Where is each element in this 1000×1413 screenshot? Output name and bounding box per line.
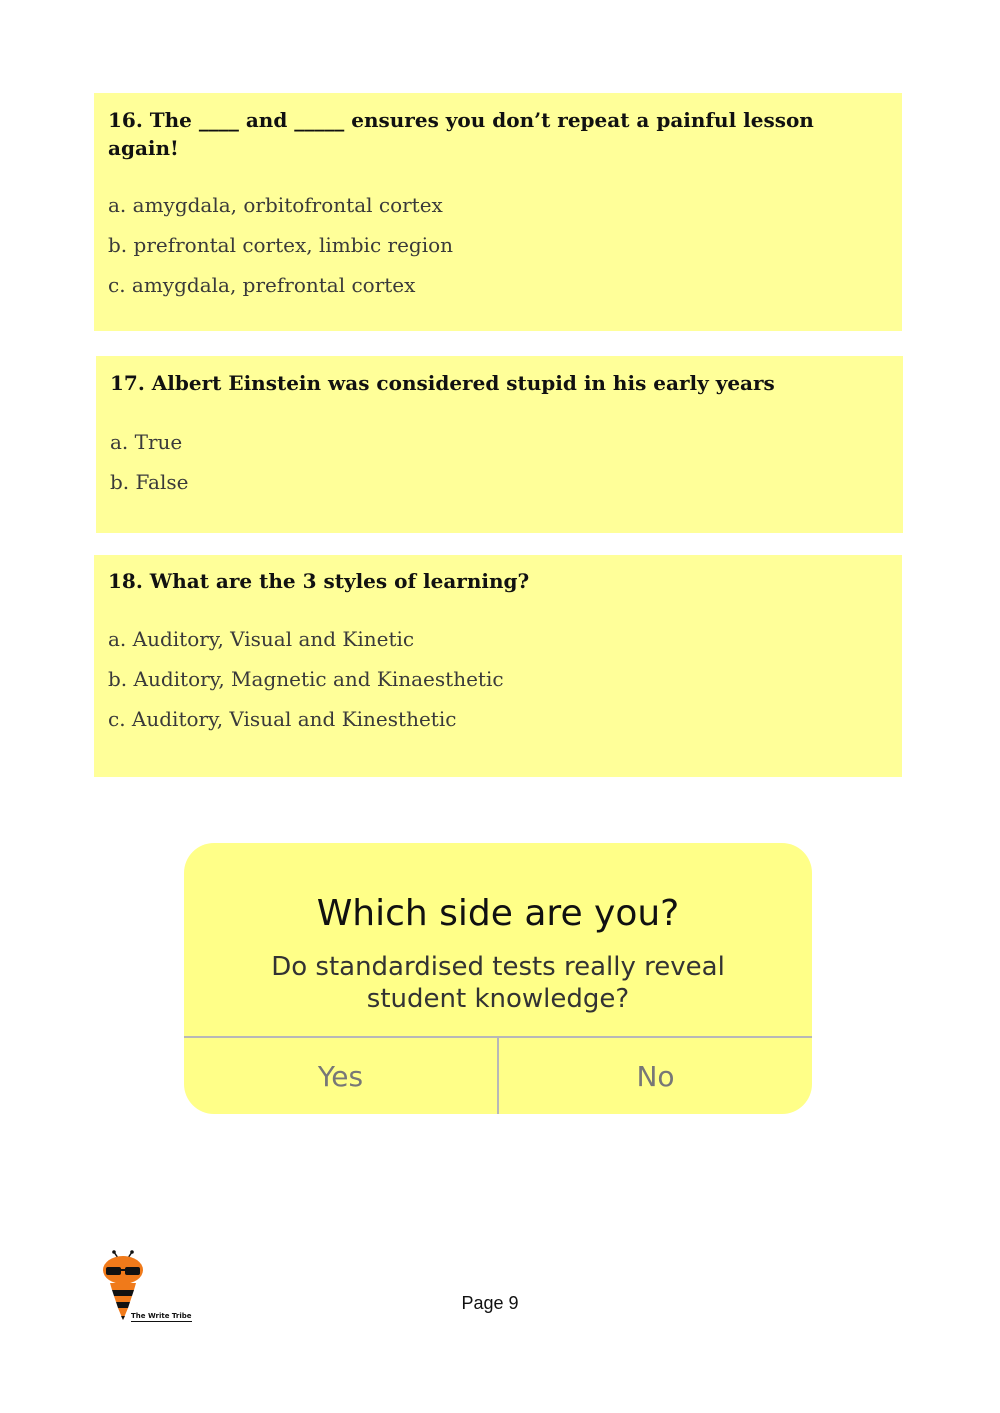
poll-no-button[interactable]: No: [499, 1038, 812, 1114]
question-18-box: [94, 555, 902, 777]
question-17-title: 17. Albert Einstein was considered stupid in his early years: [110, 371, 775, 395]
question-16-options: [108, 185, 453, 305]
question-18-title: 18. What are the 3 styles of learning?: [108, 569, 530, 593]
question-17-options: [110, 422, 188, 502]
question-17-box: [96, 356, 903, 533]
poll-yes-button[interactable]: Yes: [184, 1038, 497, 1114]
question-18-options: [108, 619, 504, 739]
poll-question: Do standardised tests really reveal student knowledge?: [271, 952, 725, 1014]
option-16b[interactable]: b. prefrontal cortex, limbic region: [108, 233, 454, 257]
option-17a[interactable]: a. True: [110, 430, 183, 454]
option-18c[interactable]: c. Auditory, Visual and Kinesthetic: [108, 707, 457, 731]
question-16-box: [94, 93, 902, 331]
option-17b[interactable]: b. False: [110, 470, 189, 494]
question-16-title: 16. The ____ and _____ ensures you don’t repeat a painful lesson again!: [108, 108, 814, 160]
logo-text: The Write Tribe: [131, 1312, 192, 1320]
option-18a[interactable]: a. Auditory, Visual and Kinetic: [108, 627, 415, 651]
option-16c[interactable]: c. amygdala, prefrontal cortex: [108, 273, 416, 297]
poll-title: Which side are you?: [316, 893, 680, 934]
option-16a[interactable]: a. amygdala, orbitofrontal cortex: [108, 193, 443, 217]
poll-card: [184, 843, 812, 1114]
option-18b[interactable]: b. Auditory, Magnetic and Kinaesthetic: [108, 667, 504, 691]
page-number: Page 9: [461, 1293, 519, 1313]
